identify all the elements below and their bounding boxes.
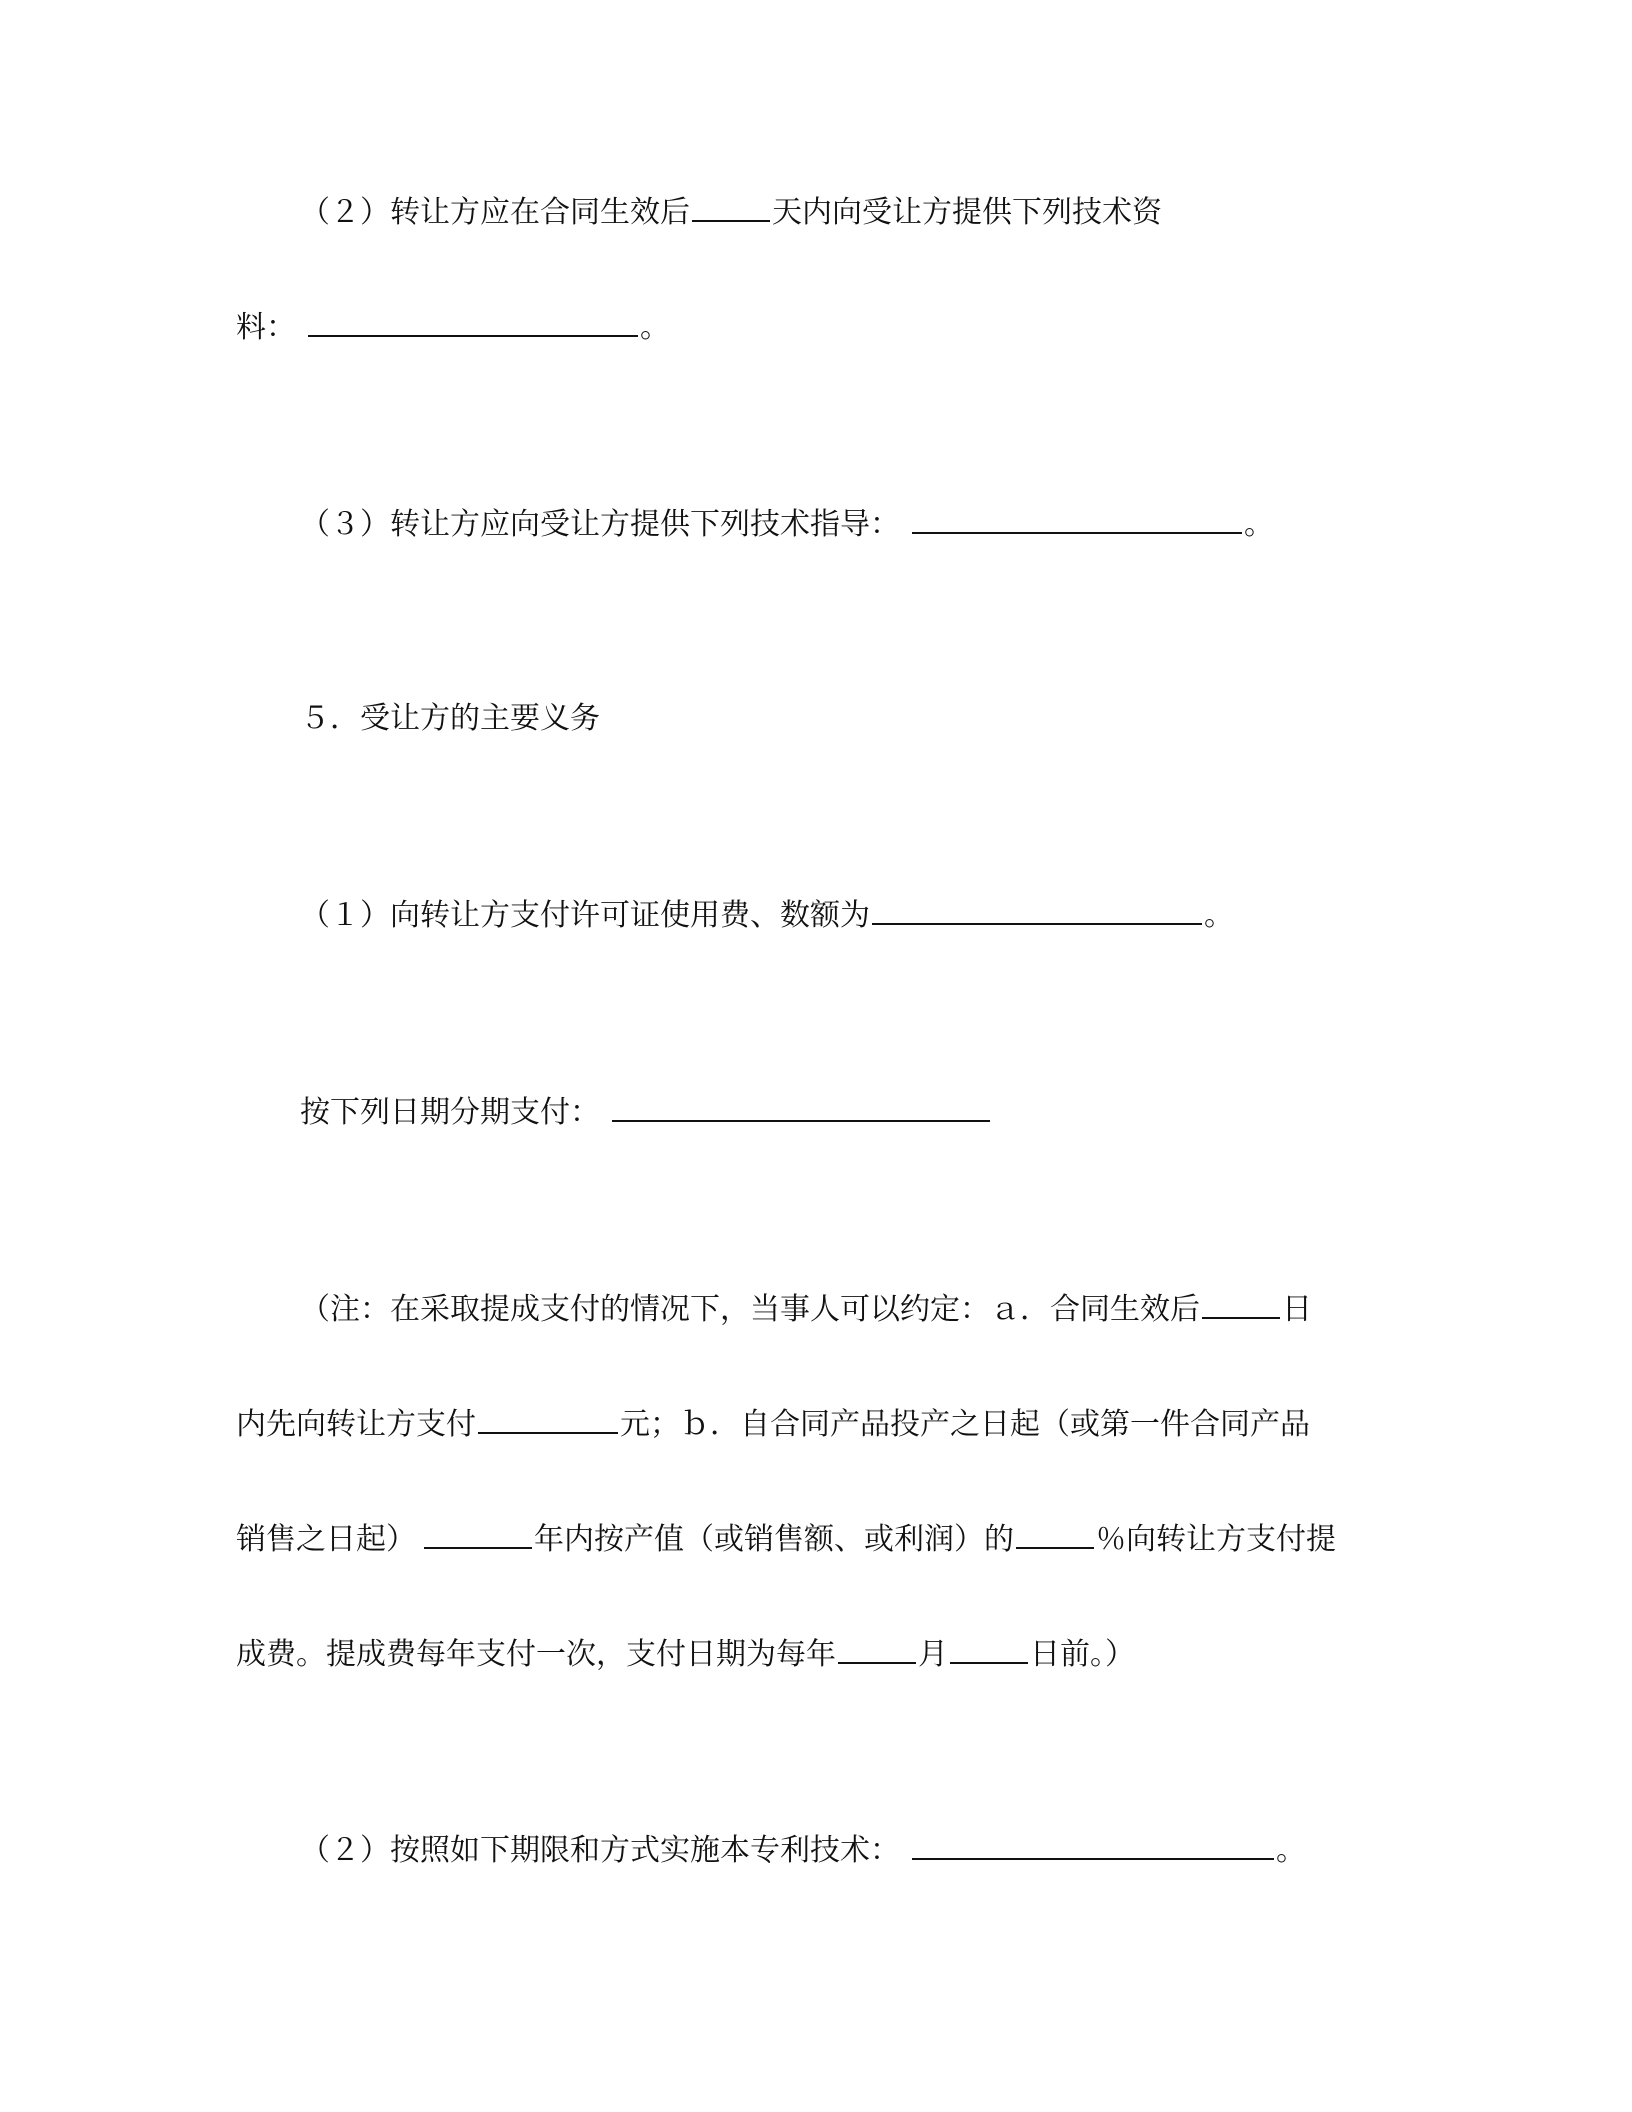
clause-3-text: （３）转让方应向受让方提供下列技术指导： bbox=[300, 507, 900, 542]
section-5-heading-text: ５．受让方的主要义务 bbox=[300, 701, 600, 736]
days-blank[interactable] bbox=[692, 190, 770, 222]
note-years-blank[interactable] bbox=[424, 1517, 532, 1549]
note-line-3 bbox=[236, 1517, 1336, 1561]
note-day-blank[interactable] bbox=[950, 1632, 1028, 1664]
clause-2-end: 。 bbox=[640, 310, 670, 345]
note-line-1 bbox=[300, 1287, 1312, 1331]
note-text-1b: 日 bbox=[1282, 1292, 1312, 1327]
note-amount-blank[interactable] bbox=[478, 1402, 618, 1434]
note-text-2a: 内先向转让方支付 bbox=[236, 1407, 476, 1442]
clause-2-text-a: （２）转让方应在合同生效后 bbox=[300, 195, 690, 230]
note-text-3b: 年内按产值（或销售额、或利润）的 bbox=[534, 1522, 1014, 1557]
guidance-blank[interactable] bbox=[912, 502, 1242, 534]
clause-3-line bbox=[300, 502, 1274, 546]
note-text-4a: 成费。提成费每年支付一次，支付日期为每年 bbox=[236, 1637, 836, 1672]
implementation-blank[interactable] bbox=[912, 1828, 1274, 1860]
clause-2-text-c: 料： bbox=[236, 310, 296, 345]
clause-3-end: 。 bbox=[1244, 507, 1274, 542]
note-line-2 bbox=[236, 1402, 1310, 1446]
note-text-3c: ％向转让方支付提 bbox=[1096, 1522, 1336, 1557]
note-month-blank[interactable] bbox=[838, 1632, 916, 1664]
clause-2-line-2 bbox=[236, 305, 670, 349]
note-text-2b: 元；ｂ．自合同产品投产之日起（或第一件合同产品 bbox=[620, 1407, 1310, 1442]
note-days-blank[interactable] bbox=[1202, 1287, 1280, 1319]
installments-text: 按下列日期分期支付： bbox=[300, 1095, 600, 1130]
clause-2-text-b: 天内向受让方提供下列技术资 bbox=[772, 195, 1162, 230]
note-text-4b: 月 bbox=[918, 1637, 948, 1672]
installments-blank[interactable] bbox=[612, 1090, 990, 1122]
note-text-3a: 销售之日起） bbox=[236, 1522, 416, 1557]
clause-2-line-1 bbox=[300, 190, 1162, 234]
clause-5-2-end: 。 bbox=[1276, 1833, 1306, 1868]
note-percent-blank[interactable] bbox=[1016, 1517, 1094, 1549]
clause-5-1-text: （１）向转让方支付许可证使用费、数额为 bbox=[300, 898, 870, 933]
note-line-4 bbox=[236, 1632, 1135, 1676]
fee-amount-blank[interactable] bbox=[872, 893, 1202, 925]
clause-5-2-line bbox=[300, 1828, 1306, 1872]
section-5-heading bbox=[300, 697, 600, 741]
installments-line bbox=[300, 1090, 992, 1134]
note-text-1a: （注：在采取提成支付的情况下，当事人可以约定：ａ．合同生效后 bbox=[300, 1292, 1200, 1327]
clause-5-2-text: （２）按照如下期限和方式实施本专利技术： bbox=[300, 1833, 900, 1868]
note-text-4c: 日前。） bbox=[1030, 1637, 1135, 1672]
materials-blank[interactable] bbox=[308, 305, 638, 337]
clause-5-1-end: 。 bbox=[1204, 898, 1234, 933]
clause-5-1-line bbox=[300, 893, 1234, 937]
